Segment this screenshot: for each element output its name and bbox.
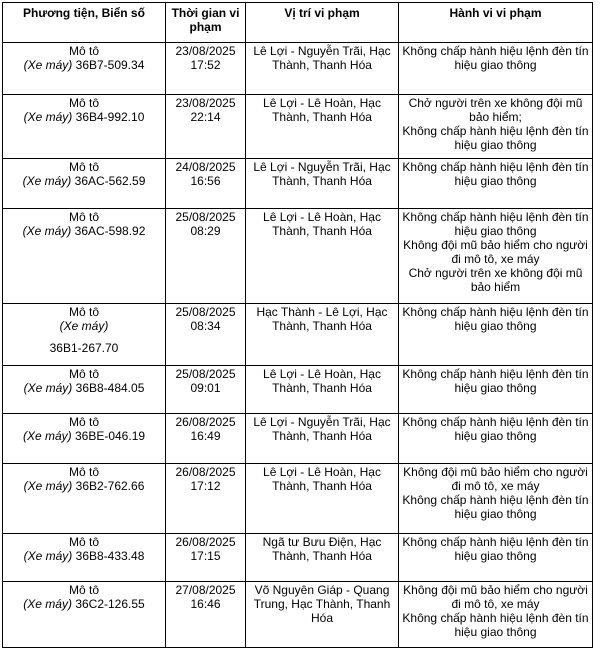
vehicle-cell [3,209,166,304]
vehicle-line [6,174,162,188]
violation-location: Lê Lợi - Nguyễn Trãi, Hạc Thành, Thanh Hóa [253,160,391,188]
vehicle-subtype: (Xe máy) [23,479,73,493]
violation-behavior: Không chấp hành hiệu lệnh đèn tín hiệu giao thông [402,415,589,443]
vehicle-type: Mô tô [68,367,99,381]
violation-time: 09:01 [190,381,221,395]
vehicle-cell [3,582,166,648]
vehicle-line [6,58,162,72]
violation-time: 22:14 [190,110,221,124]
violations-table [2,2,593,648]
violation-cell [399,95,593,159]
violation-behavior: Chở người trên xe không đội mũ bảo hiểm; [408,96,583,124]
violation-behavior: Không chấp hành hiệu lệnh đèn tín hiệu giao thông [402,535,589,563]
vehicle-cell [3,43,166,95]
vehicle-subtype: (Xe máy) [59,319,109,333]
violation-cell [399,414,593,464]
violation-behavior: Không chấp hành hiệu lệnh đèn tín hiệu giao thông [402,611,589,639]
vehicle-type: Mô tô [68,96,99,110]
location-cell [246,95,399,159]
violation-time: 16:56 [190,174,221,188]
vehicle-cell [3,534,166,582]
violation-time: 08:29 [190,224,221,238]
violation-date: 25/08/2025 [175,367,236,381]
violation-location: Lê Lợi - Lê Hoàn, Hạc Thành, Thanh Hóa [263,210,381,238]
vehicle-type: Mô tô [68,465,99,479]
vehicle-line [6,549,162,563]
vehicle-type: Mô tô [68,44,99,58]
table-row [3,582,593,648]
location-cell [246,159,399,209]
location-cell [246,414,399,464]
violation-location: Lê Lợi - Lê Hoàn, Hạc Thành, Thanh Hóa [263,367,381,395]
time-cell [166,43,246,95]
vehicle-cell [3,366,166,414]
time-cell [166,304,246,366]
violation-behavior: Không chấp hành hiệu lệnh đèn tín hiệu giao thông [402,160,589,188]
time-cell [166,95,246,159]
table-row [3,304,593,366]
violation-cell [399,366,593,414]
violation-behavior: Chở người trên xe không đội mũ bảo hiểm [408,266,583,294]
vehicle-subtype: (Xe máy) [23,110,73,124]
violation-location: Lê Lợi - Lê Hoàn, Hạc Thành, Thanh Hóa [263,96,381,124]
violation-behavior: Không chấp hành hiệu lệnh đèn tín hiệu giao thông [402,305,589,333]
vehicle-line [6,429,162,443]
vehicle-line [6,110,162,124]
vehicle-subtype: (Xe máy) [23,597,72,611]
vehicle-cell [3,304,166,366]
vehicle-type: Mô tô [68,210,99,224]
location-cell [246,582,399,648]
table-row [3,95,593,159]
table-header [3,3,593,43]
vehicle-type: Mô tô [68,415,99,429]
violation-date: 25/08/2025 [175,305,236,319]
violation-date: 24/08/2025 [175,160,236,174]
vehicle-cell [3,414,166,464]
license-plate: 36AC-562.59 [74,174,146,188]
violation-behavior: Không chấp hành hiệu lệnh đèn tín hiệu giao thông [402,493,589,521]
vehicle-cell [3,464,166,534]
violation-behavior: Không đội mũ bảo hiểm cho người đi mô tô, xe máy [403,465,588,493]
location-cell [246,464,399,534]
vehicle-subtype: (Xe máy) [23,549,73,563]
license-plate: 36B7-509.34 [75,58,145,72]
vehicle-type: Mô tô [68,305,99,319]
header-time: Thời gian vi phạm [166,3,246,43]
license-plate: 36B8-484.05 [75,381,145,395]
vehicle-line [6,381,162,395]
license-plate: 36B4-992.10 [75,110,145,124]
vehicle-type: Mô tô [68,535,99,549]
header-vehicle: Phương tiện, Biển số [3,3,166,43]
violation-cell [399,43,593,95]
header-location: Vị trí vi phạm [246,3,399,43]
violation-time: 17:15 [190,549,221,563]
vehicle-line [6,479,162,493]
violation-date: 26/08/2025 [175,415,236,429]
time-cell [166,464,246,534]
license-plate: 36C2-126.55 [75,597,145,611]
time-cell [166,159,246,209]
location-cell [246,43,399,95]
violation-behavior: Không đội mũ bảo hiểm cho người đi mô tô, xe máy [403,238,588,266]
location-cell [246,304,399,366]
violation-time: 16:46 [190,597,221,611]
time-cell [166,366,246,414]
violation-location: Lê Lợi - Nguyễn Trãi, Hạc Thành, Thanh Hóa [253,415,391,443]
table-row [3,209,593,304]
vehicle-cell [3,159,166,209]
violation-cell [399,304,593,366]
vehicle-subtype: (Xe máy) [22,429,72,443]
violation-behavior: Không chấp hành hiệu lệnh đèn tín hiệu giao thông [402,124,589,152]
violation-behavior: Không chấp hành hiệu lệnh đèn tín hiệu giao thông [402,367,589,395]
vehicle-subtype: (Xe máy) [22,224,72,238]
table-body [3,43,593,648]
table-row [3,366,593,414]
time-cell [166,414,246,464]
violation-behavior: Không chấp hành hiệu lệnh đèn tín hiệu giao thông [402,210,589,238]
table-row [3,414,593,464]
time-cell [166,209,246,304]
violation-behavior: Không đội mũ bảo hiểm cho người đi mô tô, xe máy [403,583,588,611]
license-plate: 36B1-267.70 [49,341,119,355]
license-plate: 36BE-046.19 [74,429,146,443]
vehicle-subtype: (Xe máy) [23,381,73,395]
location-cell [246,366,399,414]
location-cell [246,209,399,304]
violation-date: 23/08/2025 [175,96,236,110]
vehicle-cell [3,95,166,159]
header-row [3,3,593,43]
vehicle-type: Mô tô [68,583,99,597]
violation-behavior: Không chấp hành hiệu lệnh đèn tín hiệu giao thông [402,44,589,72]
violation-date: 23/08/2025 [175,44,236,58]
violation-cell [399,534,593,582]
vehicle-line [6,597,162,611]
time-cell [166,534,246,582]
time-cell [166,582,246,648]
violation-date: 25/08/2025 [175,210,236,224]
violation-location: Lê Lợi - Lê Hoàn, Hạc Thành, Thanh Hóa [263,465,381,493]
violation-time: 17:52 [190,58,221,72]
header-violation: Hành vi vi phạm [399,3,593,43]
violation-cell [399,159,593,209]
license-plate: 36B2-762.66 [75,479,145,493]
table-row [3,159,593,209]
vehicle-subtype: (Xe máy) [23,58,73,72]
license-plate: 36AC-598.92 [74,224,146,238]
violation-time: 16:49 [190,429,221,443]
vehicle-line [6,224,162,238]
table-row [3,534,593,582]
violation-location: Hạc Thành - Lê Lợi, Hạc Thành, Thanh Hóa [256,305,388,333]
violation-time: 17:12 [190,479,221,493]
violation-location: Võ Nguyên Giáp - Quang Trung, Hạc Thành, Thanh Hóa [253,583,391,625]
location-cell [246,534,399,582]
violation-location: Ngã tư Bưu Điện, Hạc Thành, Thanh Hóa [262,535,382,563]
vehicle-subtype: (Xe máy) [22,174,72,188]
violation-date: 26/08/2025 [175,535,236,549]
violation-cell [399,209,593,304]
vehicle-type: Mô tô [68,160,99,174]
violation-date: 27/08/2025 [175,583,236,597]
violation-cell [399,582,593,648]
violation-date: 26/08/2025 [175,465,236,479]
license-plate: 36B8-433.48 [75,549,145,563]
violation-cell [399,464,593,534]
table-row [3,464,593,534]
violation-location: Lê Lợi - Nguyễn Trãi, Hạc Thành, Thanh Hóa [253,44,391,72]
table-row [3,43,593,95]
violation-time: 08:34 [190,319,221,333]
